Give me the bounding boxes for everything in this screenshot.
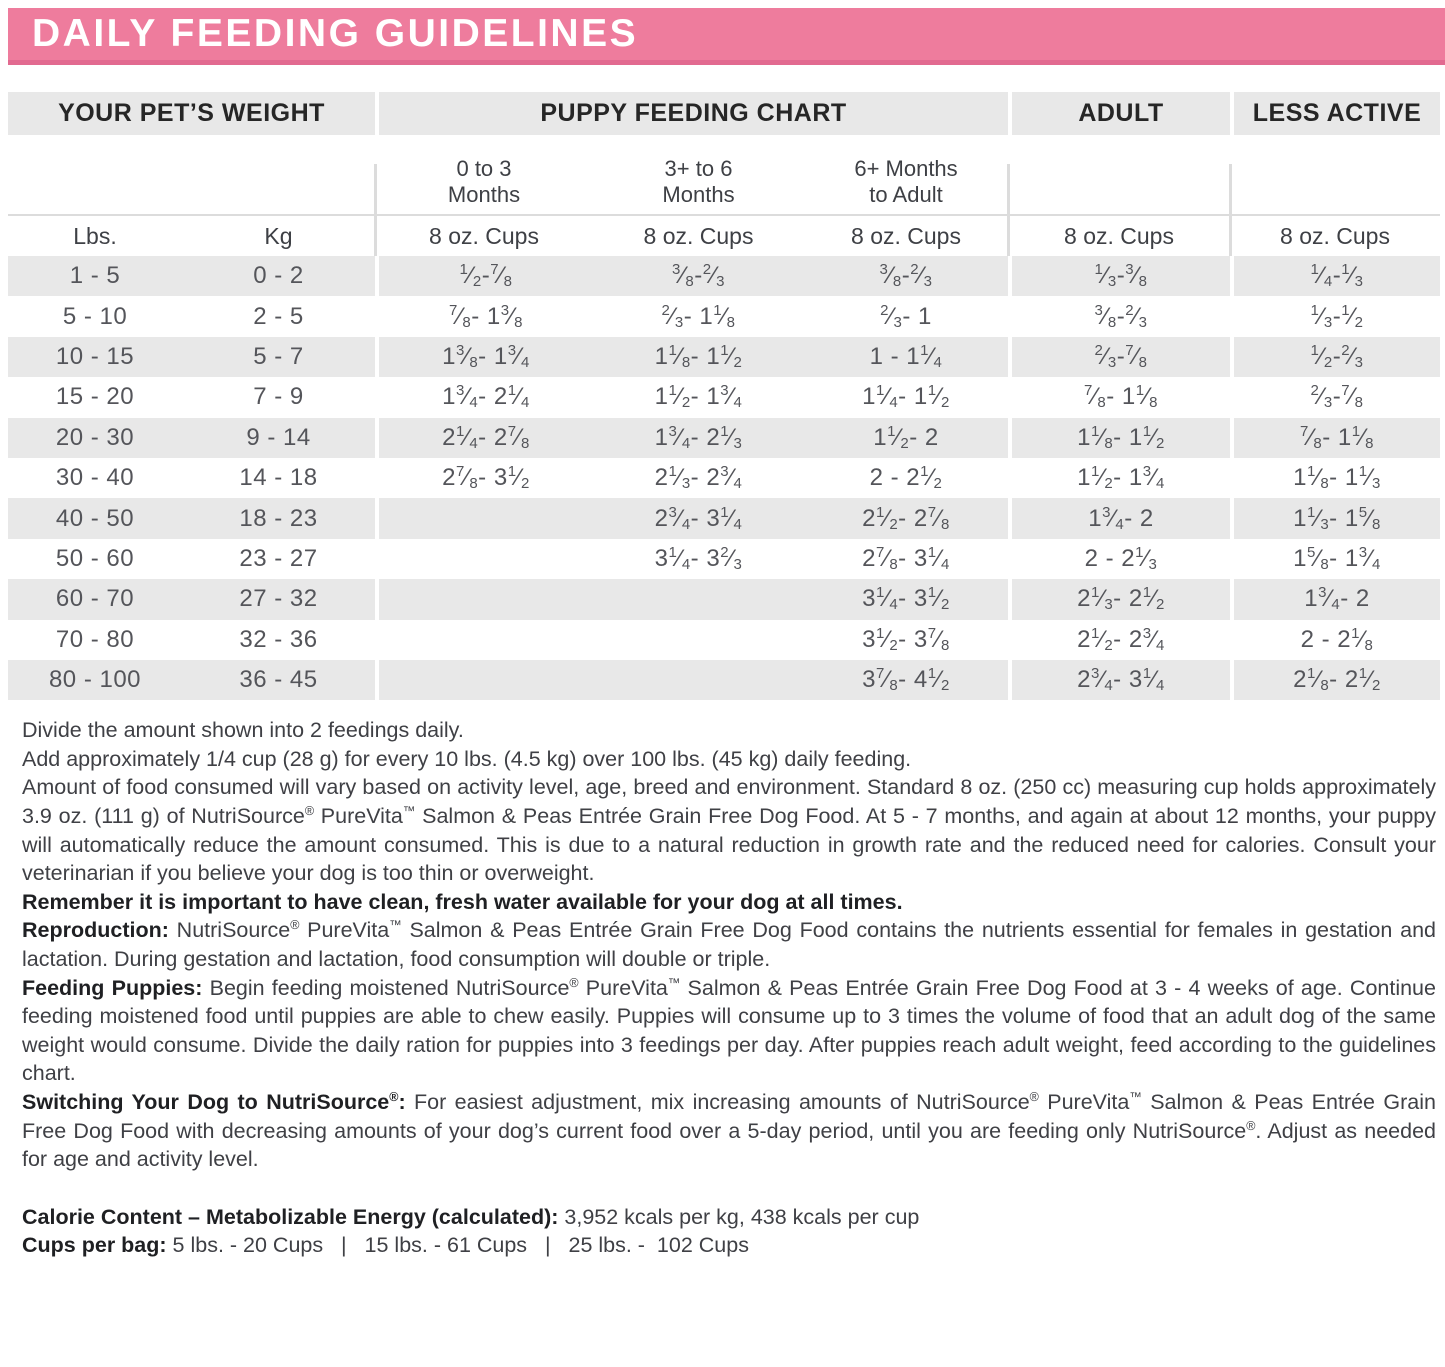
- cups-range-cell: $^2⁄_3$ - $^7⁄_8$: [1230, 377, 1440, 417]
- weight-lbs-cell: 30 - 40: [55, 464, 135, 492]
- unit-header-cups: 8 oz. Cups: [1064, 222, 1174, 249]
- group-header-row: [8, 92, 1440, 135]
- weight-lbs-cell: 70 - 80: [55, 625, 135, 653]
- cups-range-cell: 2 $^1⁄_2$ - 2 $^7⁄_8$: [862, 503, 950, 533]
- section-reproduction-lead: Reproduction:: [22, 918, 169, 943]
- weight-kg-cell: 36 - 45: [239, 666, 318, 694]
- column-header-band: [8, 150, 1440, 256]
- cups-range-cell: 2 $^3⁄_4$ - 3 $^1⁄_4$: [1008, 660, 1230, 700]
- cups-range-cell: [593, 660, 804, 700]
- unit-header-kg: Kg: [264, 222, 293, 249]
- cups-range-cell: 2 $^7⁄_8$ - 3 $^1⁄_4$: [862, 543, 950, 573]
- cups-range-cell: $^1⁄_3$ - $^1⁄_2$: [1230, 296, 1440, 336]
- table-row: [8, 418, 1440, 458]
- cups-range-cell: 2 $^1⁄_8$ - 2 $^1⁄_2$: [1230, 660, 1440, 700]
- cups-range-cell: $^7⁄_8$ - 1 $^3⁄_8$: [375, 296, 593, 336]
- cups-range-cell: 2 - 2 $^1⁄_3$: [1008, 539, 1230, 579]
- weight-kg-cell: 5 - 7: [253, 342, 304, 370]
- cups-range-cell: 1 $^1⁄_8$ - 1 $^1⁄_2$: [654, 341, 743, 371]
- calorie-block: [22, 1203, 1436, 1260]
- unit-header-cups: 8 oz. Cups: [429, 222, 539, 249]
- banner: [8, 8, 1445, 65]
- cups-range-cell: 2 $^1⁄_2$ - 2 $^3⁄_4$: [1008, 620, 1230, 660]
- note-amount-varies: Amount of food consumed will vary based on activity level, age, breed and environment. Standard 8 oz. (250 cc) measuring cup holds approximately 3.9 oz. (111 g) of NutriSource® PureVita™ Salmon & Peas Entrée Grain Free Dog Food. At 5 - 7 months, and again at about 12 months, your puppy will automatically reduce the amount consumed. This is due to a natural reduction in growth rate and the reduced need for calories. Consult your veterinarian if you believe your dog is too thin or overweight.: [22, 775, 1436, 886]
- group-header-puppy-chart: PUPPY FEEDING CHART: [379, 92, 1008, 135]
- cups-range-cell: 1 $^1⁄_3$ - 1 $^5⁄_8$: [1230, 498, 1440, 538]
- feeding-table: [8, 92, 1440, 700]
- group-header-adult: ADULT: [1012, 92, 1230, 135]
- cups-range-cell: 1 $^1⁄_2$ - 1 $^3⁄_4$: [1008, 458, 1230, 498]
- cups-range-cell: 1 $^1⁄_8$ - 1 $^1⁄_3$: [1230, 458, 1440, 498]
- cups-range-cell: $^7⁄_8$ - 1 $^1⁄_8$: [1008, 377, 1230, 417]
- cups-range-cell: $^2⁄_3$ - 1: [880, 301, 932, 331]
- unit-header-cups: 8 oz. Cups: [643, 222, 754, 249]
- weight-kg-cell: 23 - 27: [239, 544, 318, 572]
- cups-range-cell: 2 $^1⁄_4$ - 2 $^7⁄_8$: [375, 418, 593, 458]
- unit-header-cups: 8 oz. Cups: [1280, 222, 1390, 249]
- table-row: [8, 498, 1440, 538]
- weight-lbs-cell: 1 - 5: [69, 262, 121, 290]
- note-divide: Divide the amount shown into 2 feedings daily.: [22, 718, 464, 743]
- cups-range-cell: 1 $^1⁄_2$ - 1 $^3⁄_4$: [654, 382, 743, 412]
- cups-range-cell: 2 - 2 $^1⁄_8$: [1230, 620, 1440, 660]
- table-row: [8, 579, 1440, 619]
- cups-per-bag-line: Cups per bag: 5 lbs. - 20 Cups | 15 lbs. - 61 Cups | 25 lbs. - 102 Cups: [22, 1233, 749, 1258]
- cups-range-cell: $^1⁄_4$ - $^1⁄_3$: [1230, 256, 1440, 296]
- cups-range-cell: $^2⁄_3$ - $^7⁄_8$: [1008, 337, 1230, 377]
- weight-kg-cell: 0 - 2: [253, 262, 304, 290]
- weight-lbs-cell: 5 - 10: [62, 302, 128, 330]
- table-row: [8, 256, 1440, 296]
- cups-range-cell: 1 - 1 $^1⁄_4$: [869, 341, 943, 371]
- weight-kg-cell: 32 - 36: [239, 625, 318, 653]
- column-divider: [1007, 164, 1010, 256]
- age-column-header-0-3: 0 to 3 Months: [447, 156, 521, 207]
- weight-lbs-cell: 80 - 100: [48, 666, 142, 694]
- cups-range-cell: 2 $^3⁄_4$ - 3 $^1⁄_4$: [654, 503, 743, 533]
- unit-header-cups: 8 oz. Cups: [851, 222, 961, 249]
- weight-lbs-cell: 20 - 30: [55, 423, 135, 451]
- cups-range-cell: [593, 579, 804, 619]
- cups-range-cell: [375, 620, 593, 660]
- section-feeding-puppies-lead: Feeding Puppies:: [22, 975, 203, 1000]
- cups-range-cell: 3 $^7⁄_8$ - 4 $^1⁄_2$: [862, 665, 950, 695]
- age-header-row: [8, 150, 1440, 214]
- cups-range-cell: 1 $^1⁄_8$ - 1 $^1⁄_2$: [1008, 418, 1230, 458]
- age-column-header-3-6: 3+ to 6 Months: [662, 156, 735, 207]
- unit-header-lbs: Lbs.: [73, 222, 117, 249]
- column-divider: [374, 164, 377, 256]
- table-body: [8, 256, 1440, 700]
- cups-range-cell: 3 $^1⁄_4$ - 3 $^1⁄_2$: [862, 584, 950, 614]
- note-add-quarter-cup: Add approximately 1/4 cup (28 g) for every 10 lbs. (4.5 kg) over 100 lbs. (45 kg) daily feeding.: [22, 746, 912, 771]
- cups-range-cell: [375, 539, 593, 579]
- cups-range-cell: $^1⁄_3$ - $^3⁄_8$: [1008, 256, 1230, 296]
- weight-lbs-cell: 50 - 60: [55, 544, 135, 572]
- table-row: [8, 620, 1440, 660]
- cups-range-cell: 1 $^5⁄_8$ - 1 $^3⁄_4$: [1230, 539, 1440, 579]
- table-row: [8, 458, 1440, 498]
- weight-kg-cell: 2 - 5: [253, 302, 304, 330]
- table-row: [8, 337, 1440, 377]
- cups-range-cell: 1 $^1⁄_4$ - 1 $^1⁄_2$: [862, 382, 950, 412]
- cups-range-cell: [375, 579, 593, 619]
- cups-range-cell: $^7⁄_8$ - 1 $^1⁄_8$: [1230, 418, 1440, 458]
- cups-range-cell: [375, 660, 593, 700]
- cups-range-cell: [375, 498, 593, 538]
- cups-range-cell: 1 $^3⁄_8$ - 1 $^3⁄_4$: [375, 337, 593, 377]
- weight-lbs-cell: 10 - 15: [55, 342, 135, 370]
- weight-kg-cell: 9 - 14: [246, 423, 311, 451]
- cups-range-cell: $^2⁄_3$ - 1 $^1⁄_8$: [661, 301, 736, 331]
- cups-range-cell: 2 $^1⁄_3$ - 2 $^1⁄_2$: [1008, 579, 1230, 619]
- weight-kg-cell: 14 - 18: [239, 464, 318, 492]
- weight-kg-cell: 18 - 23: [239, 504, 318, 532]
- column-divider: [1229, 164, 1232, 256]
- weight-lbs-cell: 40 - 50: [55, 504, 135, 532]
- section-switching: Switching Your Dog to NutriSource®: For easiest adjustment, mix increasing amounts of NutriSource® PureVita™ Salmon & Peas Entrée Grain Free Dog Food with decreasing amounts of your dog’s current food over a 5-day period, until you are feeding only NutriSource®. Adjust as needed for age and activity level.: [22, 1089, 1436, 1172]
- calorie-content-line: Calorie Content – Metabolizable Energy (calculated): 3,952 kcals per kg, 438 kcals per cup: [22, 1204, 920, 1229]
- cups-range-cell: $^1⁄_2$ - $^7⁄_8$: [375, 256, 593, 296]
- group-header-pet-weight: YOUR PET’S WEIGHT: [8, 92, 375, 135]
- cups-range-cell: $^3⁄_8$ - $^2⁄_3$: [879, 261, 933, 291]
- cups-range-cell: 1 $^3⁄_4$ - 2 $^1⁄_4$: [375, 377, 593, 417]
- note-fresh-water: Remember it is important to have clean, fresh water available for your dog at all times.: [22, 889, 903, 914]
- group-header-less-active: LESS ACTIVE: [1234, 92, 1440, 135]
- weight-lbs-cell: 60 - 70: [55, 585, 135, 613]
- cups-range-cell: 1 $^3⁄_4$ - 2: [1230, 579, 1440, 619]
- cups-range-cell: 2 - 2 $^1⁄_2$: [869, 463, 943, 493]
- cups-range-cell: 2 $^1⁄_3$ - 2 $^3⁄_4$: [654, 463, 743, 493]
- cups-range-cell: $^3⁄_8$ - $^2⁄_3$: [1008, 296, 1230, 336]
- units-header-row: [8, 216, 1440, 256]
- table-row: [8, 539, 1440, 579]
- weight-kg-cell: 7 - 9: [253, 383, 304, 411]
- weight-kg-cell: 27 - 32: [239, 585, 318, 613]
- table-row: [8, 377, 1440, 417]
- cups-range-cell: $^3⁄_8$ - $^2⁄_3$: [672, 261, 725, 291]
- section-switching-lead: Switching Your Dog to NutriSource®:: [22, 1089, 406, 1115]
- cups-range-cell: 1 $^3⁄_4$ - 2 $^1⁄_3$: [654, 422, 743, 452]
- table-row: [8, 660, 1440, 700]
- table-row: [8, 296, 1440, 336]
- page-title: DAILY FEEDING GUIDELINES: [32, 12, 639, 55]
- section-reproduction: Reproduction: NutriSource® PureVita™ Salmon & Peas Entrée Grain Free Dog Food contains the nutrients essential for females in gestation and lactation. During gestation and lactation, food consumption will double or triple.: [22, 918, 1436, 972]
- weight-lbs-cell: 15 - 20: [55, 383, 135, 411]
- cups-range-cell: 3 $^1⁄_2$ - 3 $^7⁄_8$: [862, 624, 950, 654]
- section-feeding-puppies: Feeding Puppies: Begin feeding moistened NutriSource® PureVita™ Salmon & Peas Entrée Grain Free Dog Food at 3 - 4 weeks of age. Continue feeding moistened food until puppies are able to chew easily. Puppies will consume up to 3 times the volume of food that an adult dog of the same weight would consume. Divide the daily ration for puppies into 3 feedings per day. After puppies reach adult weight, feed according to the guidelines chart.: [22, 975, 1436, 1086]
- age-column-header-6-adult: 6+ Months to Adult: [854, 156, 958, 207]
- cups-range-cell: [593, 620, 804, 660]
- cups-range-cell: 1 $^3⁄_4$ - 2: [1008, 498, 1230, 538]
- cups-range-cell: $^1⁄_2$ - $^2⁄_3$: [1230, 337, 1440, 377]
- notes-section: [0, 700, 1445, 1260]
- cups-range-cell: 3 $^1⁄_4$ - 3 $^2⁄_3$: [654, 543, 743, 573]
- cups-range-cell: 2 $^7⁄_8$ - 3 $^1⁄_2$: [375, 458, 593, 498]
- cups-range-cell: 1 $^1⁄_2$ - 2: [873, 422, 939, 452]
